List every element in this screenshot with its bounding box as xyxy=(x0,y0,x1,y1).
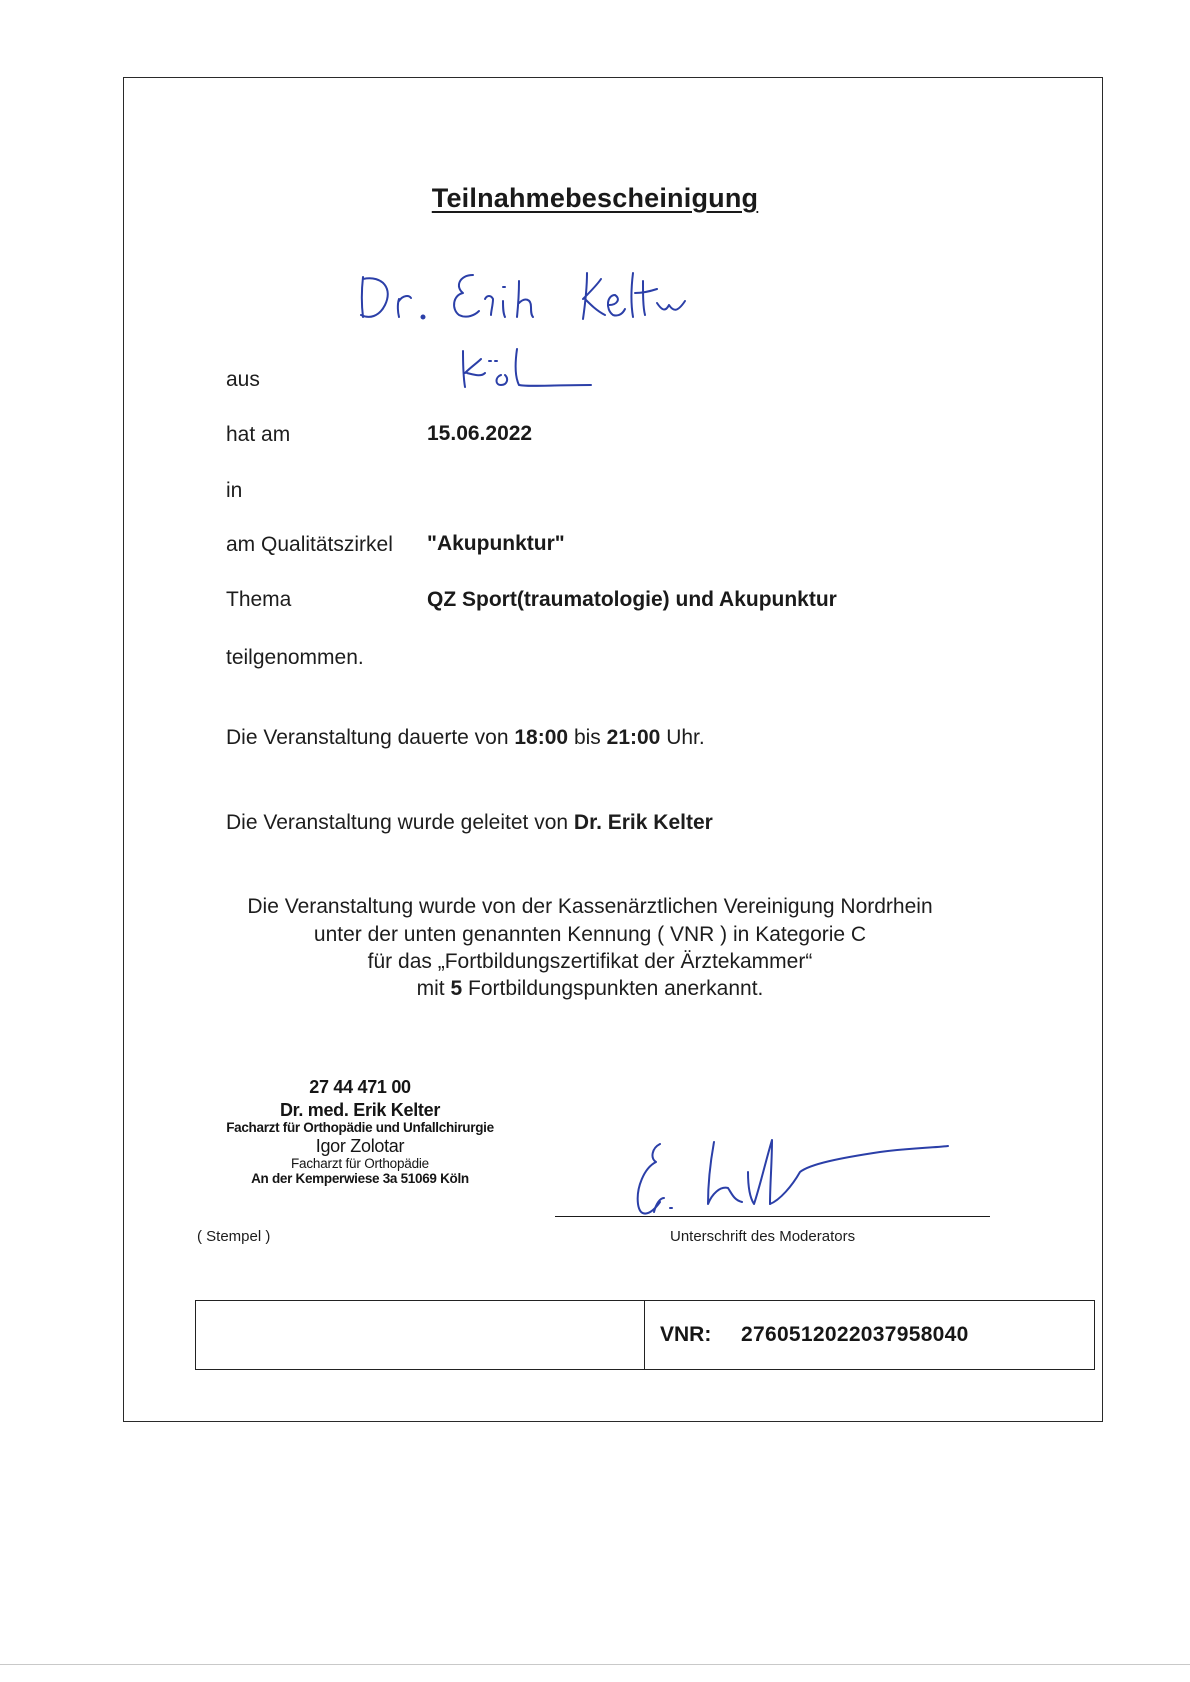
document-title: Teilnahmebescheinigung xyxy=(431,183,759,213)
stamp-doctor-2: Igor Zolotar xyxy=(315,1136,405,1156)
quality-circle-label: am Qualitätszirkel xyxy=(226,533,393,556)
vnr-divider xyxy=(644,1301,645,1369)
handwritten-name xyxy=(355,265,715,335)
recognition-points: 5 xyxy=(450,977,463,1000)
recognition-line-4 xyxy=(0,975,1185,1003)
moderator-signature xyxy=(630,1138,960,1228)
duration-middle: bis xyxy=(573,726,601,749)
duration-line xyxy=(226,726,705,750)
practice-stamp xyxy=(175,1077,545,1186)
topic-label: Thema xyxy=(226,588,292,611)
origin-label: aus xyxy=(226,368,260,391)
stamp-number: 27 44 471 00 xyxy=(309,1077,411,1097)
stamp-label: ( Stempel ) xyxy=(197,1228,271,1245)
stamp-doctor-1: Dr. med. Erik Kelter xyxy=(279,1100,441,1120)
stamp-address: An der Kemperwiese 3a 51069 Köln xyxy=(251,1171,469,1186)
vnr-value: 2760512022037958040 xyxy=(741,1323,969,1346)
vnr-box xyxy=(195,1300,1095,1370)
handwritten-city xyxy=(455,345,605,395)
topic-value: QZ Sport(traumatologie) und Akupunktur xyxy=(427,588,837,611)
signature-line xyxy=(555,1216,990,1217)
recognition-points-prefix: mit xyxy=(416,977,445,1000)
duration-suffix: Uhr. xyxy=(666,726,705,749)
recognition-points-suffix: Fortbildungspunkten anerkannt. xyxy=(468,977,764,1000)
stamp-doctor-2-title: Facharzt für Orthopädie xyxy=(291,1156,429,1171)
vnr-label: VNR: xyxy=(660,1323,712,1346)
recognition-line-2: unter der unten genannten Kennung ( VNR ) in Kategorie C xyxy=(313,923,867,946)
leader-prefix: Die Veranstaltung wurde geleitet von xyxy=(226,811,569,834)
duration-end: 21:00 xyxy=(606,726,661,749)
duration-start: 18:00 xyxy=(514,726,569,749)
participated-text: teilgenommen. xyxy=(226,646,364,669)
recognition-line-3: für das „Fortbildungszertifikat der Ärztekammer“ xyxy=(367,950,813,973)
scan-edge-line xyxy=(0,1664,1190,1665)
stamp-doctor-1-title: Facharzt für Orthopädie und Unfallchirurgie xyxy=(226,1120,494,1135)
date-value: 15.06.2022 xyxy=(427,422,533,445)
location-label: in xyxy=(226,479,243,502)
quality-circle-value: "Akupunktur" xyxy=(427,532,565,555)
leader-line xyxy=(226,811,713,835)
date-label: hat am xyxy=(226,423,291,446)
signature-label: Unterschrift des Moderators xyxy=(670,1228,856,1245)
leader-name: Dr. Erik Kelter xyxy=(573,811,713,834)
duration-prefix: Die Veranstaltung dauerte von xyxy=(226,726,509,749)
recognition-line-1: Die Veranstaltung wurde von der Kassenärztlichen Vereinigung Nordrhein xyxy=(247,895,933,918)
